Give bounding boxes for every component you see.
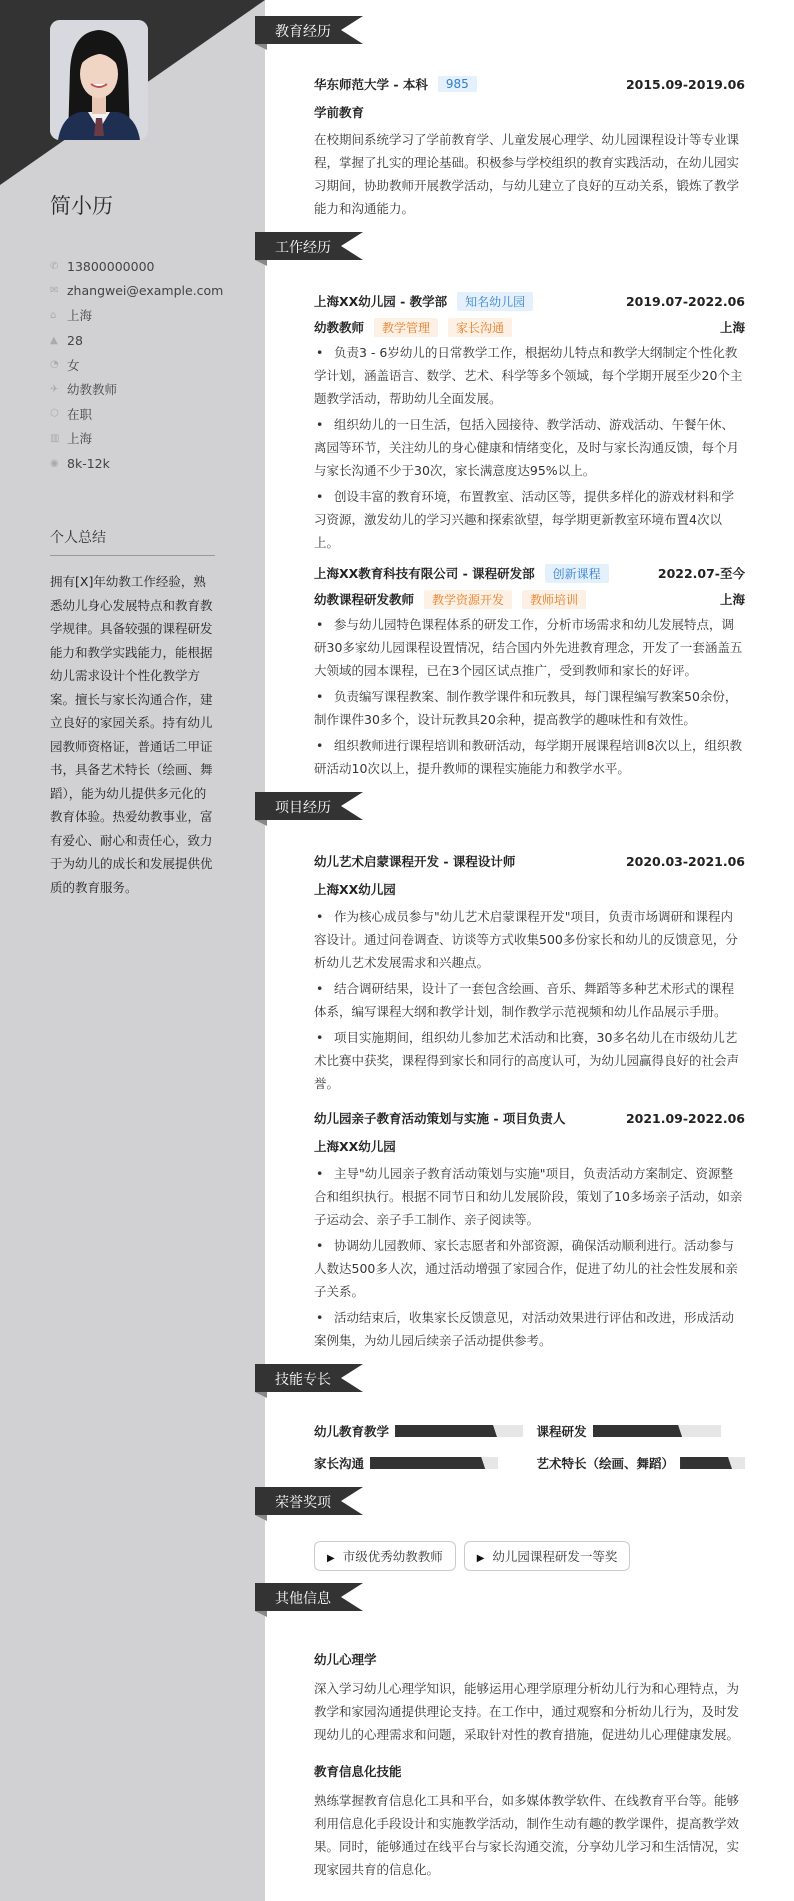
major: 学前教育 bbox=[314, 105, 365, 120]
job-role-row bbox=[314, 315, 745, 339]
contact-item bbox=[50, 303, 223, 328]
other-title: 幼儿心理学 bbox=[314, 1652, 377, 1667]
job-date: 2019.07-2022.06 bbox=[625, 293, 745, 309]
project-header bbox=[314, 1106, 745, 1130]
candidate-name: 简小历 bbox=[50, 194, 113, 218]
other-desc: 熟练掌握教育信息化工具和平台，如多媒体教学软件、在线教育平台等。能够利用信息化手段设计和实施教学活动，制作生动有趣的教学课件，提高教学效果。同时，能够通过在线平台与家长沟通交流，分享幼儿学习和生活情况，实现家园共育的信息化。 bbox=[314, 1793, 740, 1877]
award-name: 市级优秀幼教教师 bbox=[342, 1549, 443, 1564]
bullet: • 组织教师进行课程培训和教研活动，每学期开展课程培训8次以上，组织教研活动10次以上，提升教师的课程实施能力和教学水平。 bbox=[314, 734, 745, 780]
contact-text: 8k-12k bbox=[67, 455, 110, 471]
contact-text: zhangwei@example.com bbox=[67, 283, 224, 299]
job-left bbox=[314, 564, 609, 583]
mail-icon: ✉ bbox=[50, 285, 59, 297]
home-icon: ⌂ bbox=[50, 309, 57, 321]
contact-text: 上海 bbox=[67, 308, 93, 324]
job-entry bbox=[314, 289, 745, 554]
bullet: • 主导"幼儿园亲子教育活动策划与实施"项目，负责活动方案制定、资源整合和组织执行。根据不同节日和幼儿发展阶段，策划了10多场亲子活动，如亲子运动会、亲子手工制作、亲子阅读等。 bbox=[314, 1162, 745, 1231]
section-title: 荣誉奖项 bbox=[275, 1495, 331, 1511]
section-ribbon bbox=[255, 16, 365, 44]
section-ribbon bbox=[255, 232, 365, 260]
skill-item bbox=[537, 1419, 746, 1443]
project-bullets bbox=[314, 905, 745, 1095]
skill-bar bbox=[680, 1457, 745, 1469]
other-title: 教育信息化技能 bbox=[314, 1764, 402, 1779]
role-tag: 教学管理 bbox=[374, 318, 438, 337]
contact-item bbox=[50, 402, 223, 427]
bullet: • 活动结束后，收集家长反馈意见，对活动效果进行评估和改进，形成活动案例集，为幼儿园后续亲子活动提供参考。 bbox=[314, 1306, 745, 1352]
job-role-row bbox=[314, 587, 745, 611]
project-org: 上海XX幼儿园 bbox=[314, 1139, 396, 1154]
company: 上海XX教育科技有限公司 - 课程研发部 bbox=[314, 566, 535, 581]
skill-bar bbox=[395, 1425, 522, 1437]
section-ribbon bbox=[255, 1583, 365, 1611]
project-date: 2021.09-2022.06 bbox=[625, 1110, 745, 1126]
section-title: 项目经历 bbox=[275, 800, 331, 816]
other-desc: 深入学习幼儿心理学知识，能够运用心理学原理分析幼儿行为和心理特点，为教学和家园沟通提供理论支持。在工作中，通过观察和分析幼儿行为，及时发现幼儿的心理需求和问题，采取针对性的教育措施，促进幼儿心理健康发展。 bbox=[314, 1681, 740, 1742]
contact-list bbox=[50, 254, 223, 475]
section-ribbon bbox=[255, 1364, 365, 1392]
gender-icon: ◔ bbox=[50, 359, 59, 371]
role: 幼教教师 bbox=[314, 320, 365, 335]
contact-item bbox=[50, 377, 223, 402]
skill-bar-fill bbox=[395, 1425, 497, 1437]
role: 幼教课程研发教师 bbox=[314, 592, 415, 607]
company: 上海XX幼儿园 - 教学部 bbox=[314, 294, 448, 309]
section-ribbon bbox=[255, 792, 365, 820]
education-section bbox=[255, 16, 745, 220]
job-left bbox=[314, 292, 533, 311]
bullet: • 组织幼儿的一日生活，包括入园接待、教学活动、游戏活动、午餐午休、离园等环节，关注幼儿的身心健康和情绪变化，及时与家长沟通反馈，每个月与家长沟通不少于30次，家长满意度达95%以上。 bbox=[314, 413, 745, 482]
skill-name: 课程研发 bbox=[536, 1424, 587, 1439]
role-left bbox=[314, 590, 586, 609]
project-section bbox=[255, 792, 745, 1352]
section-title: 教育经历 bbox=[275, 24, 331, 40]
age-icon: ▲ bbox=[50, 334, 58, 346]
skill-bar-fill bbox=[593, 1425, 683, 1437]
section-title: 技能专长 bbox=[275, 1372, 331, 1388]
salary-icon: ◉ bbox=[50, 457, 59, 469]
play-icon: ▶ bbox=[327, 1553, 335, 1564]
contact-text: 28 bbox=[67, 332, 83, 348]
job-icon: ✈ bbox=[50, 383, 59, 395]
project-org: 上海XX幼儿园 bbox=[314, 882, 396, 897]
job-header bbox=[314, 289, 745, 313]
summary-text: 拥有[X]年幼教工作经验，熟悉幼儿身心发展特点和教育教学规律。具备较强的课程研发能力和教学实践能力，能根据幼儿需求设计个性化教学方案。擅长与家长沟通合作，建立良好的家园关系。持有幼儿园教师资格证，普通话二甲证书，具备艺术特长（绘画、舞蹈），能为幼儿提供多元化的教育体验。热爱幼教事业，富有爱心、耐心和责任心，致力于为幼儿的成长和发展提供优质的教育服务。 bbox=[50, 574, 213, 895]
job-date: 2022.07-至今 bbox=[657, 566, 745, 581]
skill-bar bbox=[370, 1457, 498, 1469]
project-name: 幼儿园亲子教育活动策划与实施 - 项目负责人 bbox=[314, 1111, 566, 1126]
bullet: • 负责3 - 6岁幼儿的日常教学工作，根据幼儿特点和教学大纲制定个性化教学计划，涵盖语言、数学、艺术、科学等多个领域，每个学期开展至少20个主题教学活动，帮助幼儿全面发展。 bbox=[314, 341, 745, 410]
divider bbox=[50, 555, 215, 556]
contact-text: 幼教教师 bbox=[67, 382, 118, 398]
play-icon: ▶ bbox=[476, 1553, 485, 1564]
other-entry bbox=[314, 1647, 745, 1746]
school-tag: 985 bbox=[438, 76, 477, 92]
job-city: 上海 bbox=[719, 592, 745, 607]
project-header bbox=[314, 849, 745, 873]
project-date: 2020.03-2021.06 bbox=[625, 853, 745, 869]
skill-bar-fill bbox=[680, 1457, 732, 1469]
company-tag: 创新课程 bbox=[545, 564, 609, 583]
bullet: • 项目实施期间，组织幼儿参加艺术活动和比赛，30多名幼儿在市级幼儿艺术比赛中获奖，课程得到家长和同行的高度认可，为幼儿园赢得良好的社会声誉。 bbox=[314, 1026, 745, 1095]
project-org-row bbox=[314, 1134, 745, 1158]
job-city: 上海 bbox=[719, 320, 745, 335]
skill-bar-fill bbox=[370, 1457, 485, 1469]
section-title: 工作经历 bbox=[275, 240, 331, 256]
other-section bbox=[255, 1583, 745, 1881]
job-header bbox=[314, 561, 745, 585]
job-entry bbox=[314, 561, 745, 780]
contact-text: 上海 bbox=[67, 431, 93, 447]
bullet: • 协调幼儿园教师、家长志愿者和外部资源，确保活动顺利进行。活动参与人数达500多人次，通过活动增强了家园合作，促进了幼儿的社会性发展和亲子关系。 bbox=[314, 1234, 745, 1303]
contact-item bbox=[50, 352, 223, 377]
awards-section bbox=[255, 1487, 745, 1571]
skill-item bbox=[537, 1451, 746, 1475]
bullet: • 作为核心成员参与"幼儿艺术启蒙课程开发"项目，负责市场调研和课程内容设计。通过问卷调查、访谈等方式收集500多份家长和幼儿的反馈意见，分析幼儿艺术发展需求和兴趣点。 bbox=[314, 905, 745, 974]
edu-desc: 在校期间系统学习了学前教育学、儿童发展心理学、幼儿园课程设计等专业课程，掌握了扎实的理论基础。积极参与学校组织的教育实践活动，在幼儿园实习期间，协助教师开展教学活动，与幼儿建立了良好的互动关系，锻炼了教学能力和沟通能力。 bbox=[314, 132, 740, 216]
contact-item bbox=[50, 328, 223, 353]
contact-text: 13800000000 bbox=[67, 258, 155, 274]
section-title: 其他信息 bbox=[275, 1591, 331, 1607]
company-tag: 知名幼儿园 bbox=[457, 292, 533, 311]
skill-name: 家长沟通 bbox=[314, 1456, 365, 1471]
skill-name: 幼儿教育教学 bbox=[314, 1424, 390, 1439]
award-badge bbox=[314, 1541, 456, 1571]
role-tag: 家长沟通 bbox=[448, 318, 512, 337]
award-name: 幼儿园课程研发一等奖 bbox=[492, 1549, 618, 1564]
work-section bbox=[255, 232, 745, 780]
project-entry bbox=[314, 1106, 745, 1352]
contact-item bbox=[50, 254, 223, 279]
avatar bbox=[50, 20, 148, 140]
other-entry bbox=[314, 1759, 745, 1881]
section-ribbon bbox=[255, 1487, 365, 1515]
job-bullets bbox=[314, 613, 745, 780]
job-bullets bbox=[314, 341, 745, 554]
contact-item bbox=[50, 279, 223, 304]
contact-text: 女 bbox=[67, 357, 80, 373]
school: 华东师范大学 - 本科 bbox=[314, 77, 428, 92]
edu-date: 2015.09-2019.06 bbox=[625, 76, 745, 92]
skill-item bbox=[314, 1419, 523, 1443]
bullet: • 创设丰富的教育环境，布置教室、活动区等，提供多样化的游戏材料和学习资源，激发幼儿的学习兴趣和探索欲望，每学期更新教室环境布置4次以上。 bbox=[314, 485, 745, 554]
project-bullets bbox=[314, 1162, 745, 1352]
skills-section bbox=[255, 1364, 745, 1475]
skill-name: 艺术特长（绘画、舞蹈） bbox=[536, 1456, 675, 1471]
role-tag: 教学资源开发 bbox=[424, 590, 512, 609]
contact-item bbox=[50, 451, 223, 476]
bullet: • 结合调研结果，设计了一套包含绘画、音乐、舞蹈等多种艺术形式的课程体系，编写课程大纲和教学计划，制作教学示范视频和幼儿作品展示手册。 bbox=[314, 977, 745, 1023]
status-icon: ⬡ bbox=[50, 408, 59, 420]
role-left bbox=[314, 318, 512, 337]
project-name: 幼儿艺术启蒙课程开发 - 课程设计师 bbox=[314, 854, 516, 869]
bullet: • 负责编写课程教案、制作教学课件和玩教具，每门课程编写教案50余份，制作课件30多个，设计玩教具20余种，提高教学的趣味性和有效性。 bbox=[314, 685, 745, 731]
main-content bbox=[255, 0, 745, 1901]
skill-bar bbox=[593, 1425, 721, 1437]
city-icon: ▥ bbox=[50, 432, 60, 444]
bullet: • 参与幼儿园特色课程体系的研发工作，分析市场需求和幼儿发展特点，调研30多家幼儿园课程设置情况，结合国内外先进教育理念，开发了一套涵盖五大领域的园本课程，已在3个园区试点推广，受到教师和家长的好评。 bbox=[314, 613, 745, 682]
phone-icon: ✆ bbox=[50, 260, 59, 272]
summary-title: 个人总结 bbox=[50, 530, 106, 546]
contact-text: 在职 bbox=[67, 406, 93, 422]
sidebar bbox=[0, 0, 265, 1901]
contact-item bbox=[50, 426, 223, 451]
award-badge bbox=[464, 1541, 631, 1571]
project-entry bbox=[314, 849, 745, 1095]
skill-item bbox=[314, 1451, 523, 1475]
role-tag: 教师培训 bbox=[522, 590, 586, 609]
project-org-row bbox=[314, 877, 745, 901]
